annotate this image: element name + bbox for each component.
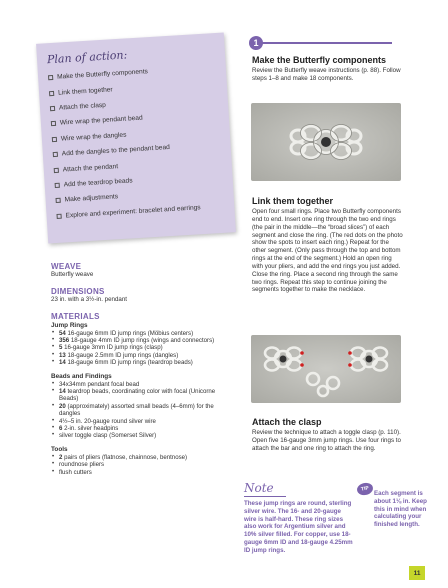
checkbox-icon	[52, 137, 57, 142]
list-item: • 14 18-gauge 6mm ID jump rings (teardrop beads)	[51, 359, 231, 366]
note-text: These jump rings are round, sterling silver wire. The 16- and 20-gauge wire is half-hard. These ring sizes also work for Argentium silver and 10% silver filled. For copper, use 18-gauge 6mm ID and 18-gauge 4.25mm ID jump rings.	[244, 500, 353, 554]
tip-badge: TIP	[356, 481, 374, 496]
beads-findings-list	[51, 381, 231, 440]
list-item: • 34x34mm pendant focal bead	[51, 381, 231, 388]
page-number: 11	[409, 566, 425, 580]
plan-item: Make adjustments	[55, 183, 226, 209]
plan-title: Plan of action:	[46, 48, 128, 67]
tools-heading: Tools	[51, 445, 68, 453]
checkbox-icon	[50, 106, 55, 111]
list-item: • 13 18-gauge 2.5mm ID jump rings (dangles)	[51, 352, 231, 359]
checkbox-icon	[48, 75, 53, 80]
plan-item: Wire wrap the dangles	[51, 121, 222, 147]
chainmaille-illustration	[251, 335, 401, 403]
link-heading: Link them together	[252, 196, 334, 206]
checkbox-icon	[49, 90, 54, 95]
chainmaille-illustration	[251, 103, 401, 181]
dimensions-heading: DIMENSIONS	[51, 286, 105, 296]
plan-item: Make the Butterfly components	[48, 60, 219, 86]
clasp-text: Review the technique to attach a toggle clasp (p. 110). Open five 16-gauge 3mm jump rings. Use four rings to attach the bar and one ring to attach the ring.	[252, 429, 401, 452]
list-item: • 2 pairs of pliers (flatnose, chainnose, bentnose)	[51, 454, 231, 461]
checkbox-icon	[54, 167, 59, 172]
plan-item: Add the dangles to the pendant bead	[52, 137, 223, 163]
list-item: • 356 18-gauge 4mm ID jump rings (wings and connectors)	[51, 337, 231, 344]
list-item: • 14 teardrop beads, coordinating color with focal (Unicorne Beads)	[51, 388, 231, 403]
link-text: Open four small rings. Place two Butterfly components end to end. Insert one ring through the two end rings (the pair in the middle—the “broad slices”) of each segment and close the ring. (The red dots on the photo show the spots to insert each ring.) Repeat for the other segment. (Only pass through the top and bottom rings at the end of the segment.) Hold an open ring with your pliers, and add the end rings you just added. Close the ring. Place a second ring through the same two rings. Repeat this step to continue joining the segments together to make the necklace.	[252, 208, 403, 294]
list-item: • flush cutters	[51, 469, 231, 476]
make-components-heading: Make the Butterfly components	[252, 55, 387, 65]
linked-components-photo	[251, 335, 401, 403]
dimensions-value: 23 in. with a 3½-in. pendant	[51, 295, 128, 303]
list-item: • 54 16-gauge 6mm ID jump rings (Möbius centers)	[51, 330, 231, 337]
materials-column	[51, 262, 231, 476]
clasp-heading: Attach the clasp	[252, 417, 322, 427]
jump-rings-heading: Jump Rings	[51, 321, 88, 329]
plan-item: Add the teardrop beads	[54, 167, 225, 193]
plan-item: Link them together	[49, 75, 220, 101]
checkbox-icon	[53, 152, 58, 157]
plan-item: Attach the pendant	[53, 152, 224, 178]
beads-findings-heading: Beads and Findings	[51, 372, 112, 380]
checkbox-icon	[51, 121, 56, 126]
list-item: • 4½–5 in. 20-gauge round silver wire	[51, 418, 231, 425]
plan-item: Wire wrap the pendant bead	[51, 106, 222, 132]
note-title: Note	[244, 481, 274, 495]
list-item: • silver toggle clasp (Somerset Silver)	[51, 432, 231, 439]
materials-heading: MATERIALS	[51, 311, 100, 321]
weave-heading: WEAVE	[51, 262, 82, 271]
tools-list	[51, 454, 231, 476]
plan-item: Attach the clasp	[50, 91, 221, 117]
step-divider	[262, 42, 392, 44]
note-underline	[244, 496, 286, 497]
tip-text: Each segment is about 1⅛ in. Keep this in mind when calculating your finished length.	[374, 490, 427, 529]
plan-of-action-note	[36, 32, 236, 243]
list-item: • 6 2-in. silver headpins	[51, 425, 231, 432]
make-components-text: Review the Butterfly weave instructions (p. 88). Follow steps 1–8 and make 18 components.	[252, 67, 401, 82]
list-item: • 5 16-gauge 3mm ID jump rings (clasp)	[51, 344, 231, 351]
jump-rings-list	[51, 330, 231, 367]
weave-value: Butterfly weave	[51, 271, 94, 278]
list-item: • roundnose pliers	[51, 461, 231, 468]
step-number-badge: 1	[249, 36, 263, 50]
plan-item: Explore and experiment: bracelet and earrings	[56, 198, 227, 224]
checkbox-icon	[55, 183, 60, 188]
checkbox-icon	[56, 198, 61, 203]
list-item: • 20 (approximately) assorted small beads (4–6mm) for the dangles	[51, 403, 231, 418]
checkbox-icon	[56, 213, 61, 218]
butterfly-component-photo	[251, 103, 401, 181]
